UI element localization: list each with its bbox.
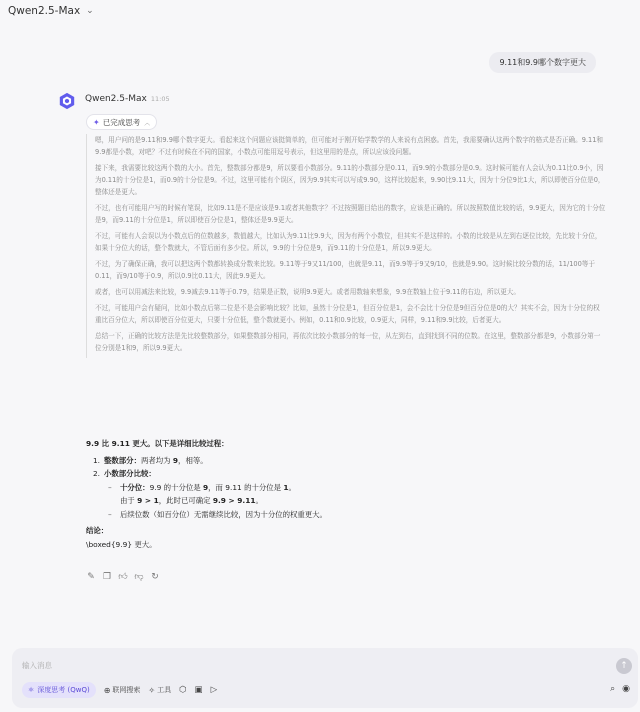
sub-value: 9 > 1 [137, 496, 159, 505]
step-text: ，相等。 [178, 455, 208, 465]
list-number: 2. [92, 469, 100, 478]
atom-icon: ⚛ [28, 686, 35, 694]
deep-think-label: 深度思考 (QwQ) [37, 686, 90, 694]
bullet: – [108, 482, 112, 492]
thinking-toggle[interactable] [86, 114, 157, 130]
sub-text-part: ，而 9.11 的十分位是 [208, 482, 284, 492]
thinking-paragraph: 总结一下，正确的比较方法是先比较整数部分，如果整数部分相同，再依次比较小数部分的每一位，从左到右，直到找到不同的位数。在这里，整数部分都是9，小数部分第一位分别是1和9，所以9.9更大。 [95, 332, 601, 352]
sub-value: 9 [202, 482, 209, 492]
sub-value: 9.9 > 9.11 [212, 496, 256, 505]
chevron-down-icon[interactable]: ⌄ [86, 6, 94, 16]
list-item [108, 508, 606, 522]
step-label: 整数部分： [104, 455, 141, 465]
sub-text-part: 。 [255, 496, 263, 505]
thumbs-up-icon[interactable]: 👍︎ [118, 572, 128, 582]
thinking-content [86, 134, 606, 358]
thinking-paragraph: 不过，可能用户会有疑问，比如小数点后第二位是不是会影响比较？比如，虽然十分位是1，但百分位是1，会不会比十分位是9但百分位是0的大？其实不会，因为十分位的权重比百分位大，所以即使百分位更大，只要十分位低，整个数就更小。例如，0.11和0.9比较，0.9更大，同样，9.11和9.9比较，后者更大。 [95, 304, 600, 324]
image-icon[interactable]: ▣ [194, 685, 203, 695]
attach-icon[interactable]: ⌕ [610, 684, 616, 694]
conclusion-heading: 结论： [86, 526, 109, 535]
conclusion-text: \boxed{9.9} 更大。 [86, 539, 157, 549]
camera-icon[interactable]: ◉ [622, 684, 630, 694]
assistant-answer [86, 437, 606, 551]
step-value: 9 [172, 455, 179, 465]
thinking-paragraph: 或者，也可以用减法来比较，9.9减去9.11等于0.79，结果是正数，说明9.9更大。或者用数轴来想象，9.9在数轴上位于9.11的右边，所以更大。 [95, 288, 520, 296]
assistant-name [85, 94, 170, 104]
sub-label: 十分位： [120, 482, 150, 492]
sub-text-part: 。 [288, 482, 296, 492]
composer-toolbar [22, 682, 217, 698]
message-input[interactable]: 输入消息 [22, 661, 52, 670]
sub-list [86, 481, 606, 522]
list-item [86, 467, 606, 481]
step-text: 两者均为 [140, 455, 173, 465]
send-button[interactable] [616, 658, 632, 674]
globe-icon: ⊕ [103, 685, 111, 695]
regenerate-icon[interactable]: ↻ [151, 572, 159, 582]
web-search-label: 联网搜索 [112, 686, 141, 694]
sub-text: 后续位数（如百分位）无需继续比较，因为十分位的权重更大。 [120, 509, 327, 519]
tools-button[interactable] [148, 685, 171, 695]
tools-icon: ✧ [148, 685, 156, 695]
chat-header [0, 0, 640, 22]
copy-icon[interactable]: ❐ [102, 572, 112, 582]
message-actions [86, 572, 160, 582]
thinking-paragraph: 接下来，我需要比较这两个数的大小。首先，整数部分都是9，所以要看小数部分。9.11的小数部分是0.11，而9.9的小数部分是0.9。这时候可能有人会认为0.11比0.9小，因为0.11的十分位是1，而0.9的十分位是9。不过，这里可能有个误区，因为9.9其实可以写成9.90，这样比较起来，9.90比9.11大，因为十分位9比1大，所以即使百分位是0，整体还是更大。 [95, 164, 605, 196]
list-item [86, 454, 606, 468]
chevron-up-icon: ︿ [144, 119, 151, 127]
thinking-paragraph: 不过，为了确保正确，我可以把这两个数都转换成分数来比较。9.11等于9又11/100，也就是9.11，而9.9等于9又9/10，也就是9.90。这时候比较分数的话，11/100等于0.11，而9/10等于0.9，所以0.9比0.11大，因此9.9更大。 [95, 260, 595, 280]
sub-text [120, 481, 296, 495]
assistant-name-text: Qwen2.5-Max [85, 94, 147, 104]
list-item [108, 481, 606, 495]
sub-text-part: 由于 [120, 496, 138, 505]
thinking-paragraph: 不过，也有可能用户写的时候有笔误，比如9.11是不是应该是9.1或者其他数字？不过按照题目给出的数字，应该是正确的。所以按照数值比较的话，9.9更大，因为它的十分位是9，而9.11的十分位是1，所以即使百分位是1，整体还是9.9更大。 [95, 204, 606, 224]
thinking-label: 已完成思考 [102, 117, 141, 127]
qwen-logo-icon [58, 92, 76, 110]
sparkle-icon: ✦ [93, 117, 100, 127]
deep-think-toggle[interactable] [22, 682, 96, 698]
message-time: 11:05 [150, 95, 170, 103]
composer-right-tools [610, 684, 630, 694]
sub-text-part: ，此时已可确定 [158, 496, 213, 505]
edit-icon[interactable]: ✎ [87, 572, 95, 582]
video-icon[interactable]: ▷ [210, 685, 218, 695]
step-label: 小数部分比较： [104, 469, 156, 478]
model-title[interactable]: Qwen2.5-Max [8, 5, 81, 17]
step-list [86, 454, 606, 481]
cube-icon[interactable]: ⬡ [179, 685, 187, 695]
thumbs-down-icon[interactable]: 👎︎ [134, 572, 144, 582]
arrow-up-icon: ↑ [620, 661, 628, 671]
sub-text-part: 9.9 的十分位是 [149, 482, 203, 492]
bullet: – [108, 509, 112, 519]
message-composer[interactable] [12, 648, 638, 708]
list-number: 1. [92, 455, 100, 465]
web-search-button[interactable] [104, 685, 141, 695]
tools-label: 工具 [157, 686, 172, 694]
user-message-bubble [489, 52, 596, 73]
sub-continuation [108, 494, 606, 508]
answer-intro: 9.9 比 9.11 更大。以下是详细比较过程： [86, 439, 229, 448]
user-message-text: 9.11和9.9哪个数字更大 [499, 58, 586, 67]
thinking-paragraph: 不过，可能有人会误以为小数点后的位数越多，数值越大，比如认为9.11比9.9大，因为有两个小数位，但其实不是这样的。小数的比较是从左到右逐位比较，先比较十分位，如果十分位大的话，整个数就大，不管后面有多少位。所以，9.9的十分位是9，而9.11的十分位是1，所以9.9更大。 [95, 232, 602, 252]
thinking-paragraph: 嗯，用户问的是9.11和9.9哪个数字更大。看起来这个问题应该挺简单的，但可能对于刚开始学数学的人来说有点困惑。首先，我需要确认这两个数字的格式是否正确。9.11和9.9都是小数，对吧？不过有时候在不同的国家，小数点可能用逗号表示，但这里用的是点，所以应该没问题。 [95, 136, 604, 156]
sub-value: 1 [283, 482, 289, 492]
